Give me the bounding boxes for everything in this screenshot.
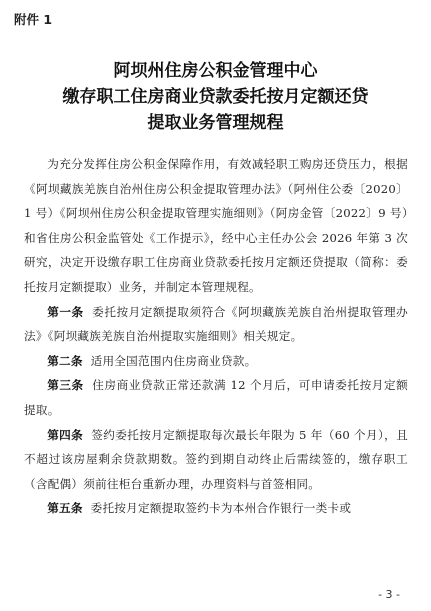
title-line-3: 提取业务管理规程	[147, 113, 284, 133]
article-label: 第一条	[47, 304, 84, 319]
title-line-1: 阿坝州住房公积金管理中心	[113, 61, 318, 81]
intro-paragraph: 为充分发挥住房公积金保障作用，有效减轻职工购房还贷压力，根据《阿坝藏族羌族自治州住房公积金提取管理办法》（阿州住公委〔2020〕1 号）《阿坝州住房公积金提取管理实施细则》（阿房金管〔2022〕9 号）和省住房公积金监管处《工作提示》，经中心主任办公会 2026 年第 3 次研究，决定开设缴存职工住房商业贷款委托按月定额还贷提取（简称：委托按月定额提取）业务，并制定本管理规程。	[24, 157, 408, 294]
title-line-2: 缴存职工住房商业贷款委托按月定额还贷	[62, 87, 369, 107]
article-label: 第五条	[47, 501, 83, 516]
article-text: 适用全国范围内住房商业贷款。	[90, 353, 257, 368]
article-3	[24, 373, 408, 422]
article-2	[24, 349, 408, 374]
article-5	[24, 496, 408, 521]
article-text: 签约委托按月定额提取每次最长年限为 5 年（60 个月），且不超过该房屋剩余贷款期数。签约到期自动终止后需续签的，缴存职工（含配偶）须前往柜台重新办理，办理资料与首签相同。	[24, 427, 408, 491]
article-text: 委托按月定额提取须符合《阿坝藏族羌族自治州提取管理办法》《阿坝藏族羌族自治州提取实施细则》相关规定。	[24, 304, 408, 344]
article-1	[24, 300, 408, 349]
document-title	[0, 58, 431, 136]
document-body	[24, 152, 408, 521]
article-label: 第四条	[47, 427, 84, 442]
article-text: 委托按月定额提取签约卡为本州合作银行一类卡或	[90, 501, 352, 516]
article-label: 第三条	[47, 378, 84, 393]
attachment-label: 附件 1	[14, 12, 53, 27]
article-4	[24, 423, 408, 497]
article-label: 第二条	[47, 353, 83, 368]
article-text: 住房商业贷款正常还款满 12 个月后，可申请委托按月定额提取。	[24, 378, 408, 417]
page-number: - 3 -	[378, 588, 400, 601]
